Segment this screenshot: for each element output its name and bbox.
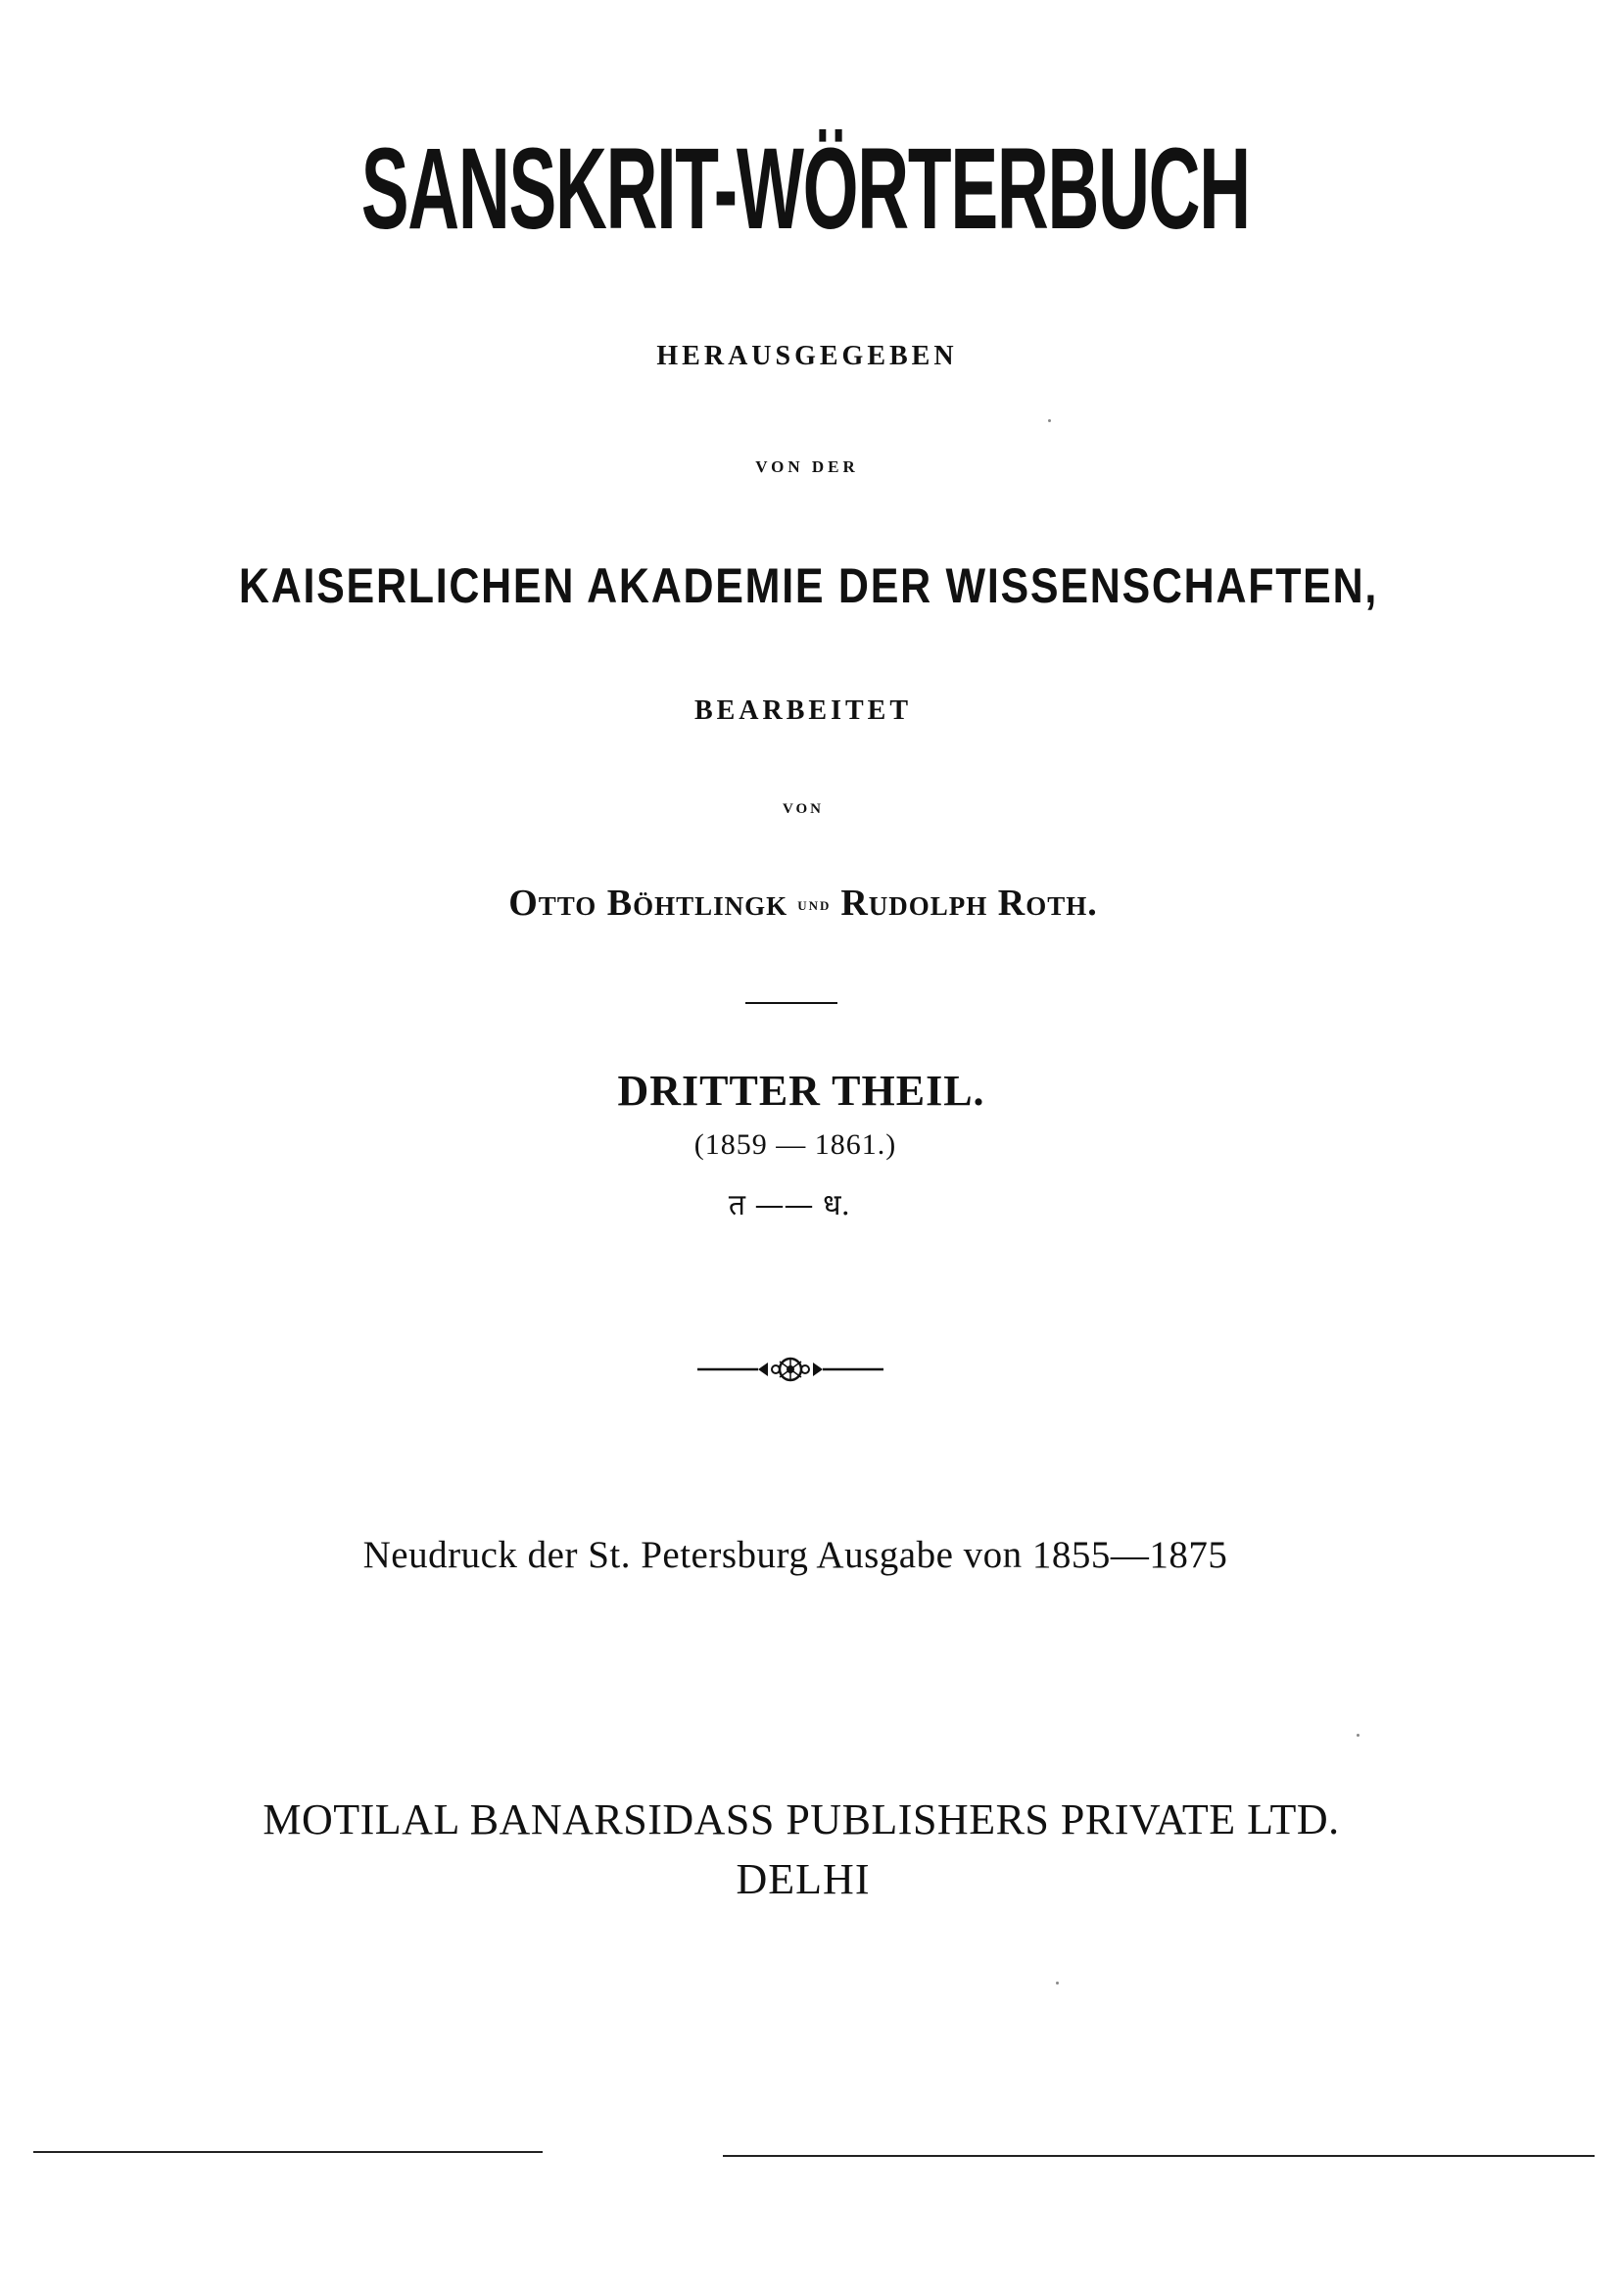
publisher-name: MOTILAL BANARSIDASS PUBLISHERS PRIVATE LTD. bbox=[262, 1795, 1340, 1843]
bearbeitet-label: BEARBEITET bbox=[693, 695, 913, 726]
years-range: (1859 — 1861.) bbox=[693, 1128, 897, 1161]
book-title: SANSKRIT-WÖRTERBUCH bbox=[360, 124, 1250, 254]
author-bohtlingk: Otto Böhtlingk bbox=[508, 883, 788, 924]
authors-line bbox=[0, 882, 1614, 925]
letter-range: त —— ध. bbox=[728, 1188, 851, 1222]
short-divider bbox=[745, 1002, 837, 1004]
academy-name: KAISERLICHEN AKADEMIE DER WISSENSCHAFTEN, bbox=[238, 558, 1379, 613]
herausgegeben-label: HERAUSGEGEBEN bbox=[656, 341, 958, 371]
und-label: UND bbox=[797, 898, 832, 914]
ornament-divider-icon bbox=[697, 1350, 883, 1389]
publisher-city: DELHI bbox=[736, 1855, 871, 1903]
scan-speck bbox=[1056, 1982, 1059, 1985]
scan-speck bbox=[1357, 1734, 1360, 1737]
scan-speck bbox=[1048, 419, 1051, 422]
reprint-note: Neudruck der St. Petersburg Ausgabe von 1855—1875 bbox=[362, 1534, 1228, 1576]
part-title: DRITTER THEIL. bbox=[617, 1067, 985, 1115]
bottom-rule-right bbox=[723, 2155, 1595, 2157]
von-label: VON bbox=[782, 801, 825, 817]
bottom-rule-left bbox=[33, 2151, 543, 2153]
von-der-label: VON DER bbox=[755, 457, 859, 476]
author-roth: Rudolph Roth. bbox=[840, 883, 1098, 924]
